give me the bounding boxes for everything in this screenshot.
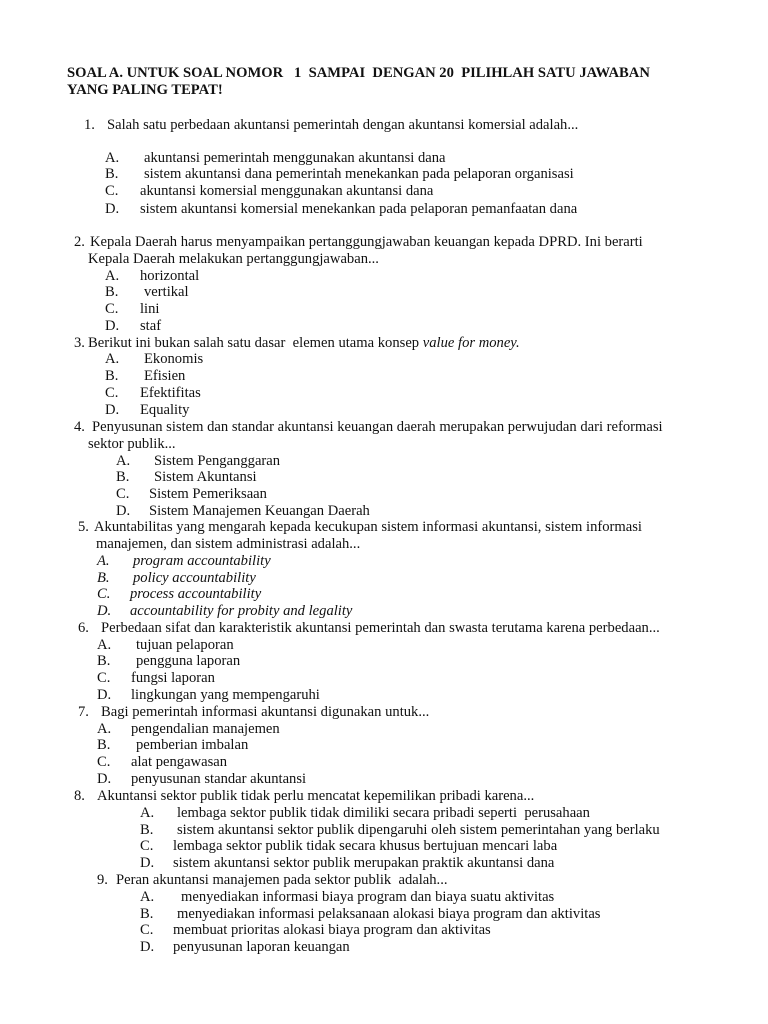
option-letter: A.	[97, 553, 110, 569]
option-text: Efektifitas	[140, 385, 201, 401]
option-letter: D.	[97, 603, 112, 619]
option-letter: D.	[140, 939, 155, 955]
question-number: 5.	[78, 519, 89, 535]
question-text-plain: Berikut ini bukan salah satu dasar elemen utama konsep	[88, 335, 420, 351]
option-letter: B.	[105, 284, 119, 300]
option-text: staf	[140, 318, 162, 334]
option-letter: C.	[105, 385, 119, 401]
option-letter: B.	[97, 653, 111, 669]
option-letter: D.	[97, 771, 112, 787]
option-letter: C.	[116, 486, 130, 502]
question-number: 6.	[78, 620, 89, 636]
option-letter: A.	[140, 889, 155, 905]
question-text: Peran akuntansi manajemen pada sektor publik adalah...	[116, 872, 448, 888]
option-text: alat pengawasan	[131, 754, 228, 770]
question-number: 9.	[97, 872, 108, 888]
question-text-italic: value for money.	[422, 335, 520, 351]
option-letter: D.	[105, 201, 120, 217]
option-text: menyediakan informasi pelaksanaan alokasi biaya program dan aktivitas	[177, 906, 601, 922]
option-text: akuntansi komersial menggunakan akuntansi dana	[140, 183, 434, 199]
question-text: Bagi pemerintah informasi akuntansi digunakan untuk...	[101, 704, 430, 720]
option-letter: D.	[140, 855, 155, 871]
option-text: fungsi laporan	[131, 670, 215, 686]
section-title: SOAL A. UNTUK SOAL NOMOR 1 SAMPAI DENGAN 20 PILIHLAH SATU JAWABAN YANG PALING TEPAT!	[67, 65, 650, 98]
option-text: pengendalian manajemen	[131, 721, 280, 737]
option-letter: B.	[105, 368, 119, 384]
option-text: lini	[140, 301, 160, 317]
option-letter: C.	[140, 922, 154, 938]
question-text: Perbedaan sifat dan karakteristik akuntansi pemerintah dan swasta terutama karena perbedaan...	[101, 620, 660, 636]
option-text: policy accountability	[133, 570, 256, 586]
option-text: Sistem Penganggaran	[154, 453, 281, 469]
option-text: pengguna laporan	[136, 653, 241, 669]
option-letter: C.	[140, 838, 154, 854]
option-text: membuat prioritas alokasi biaya program dan aktivitas	[173, 922, 491, 938]
option-text: Efisien	[144, 368, 186, 384]
question-text: Kepala Daerah harus menyampaikan pertanggungjawaban keuangan kepada DPRD. Ini berarti	[90, 234, 643, 250]
option-letter: B.	[105, 166, 119, 182]
option-text: horizontal	[140, 268, 200, 284]
option-letter: A.	[105, 268, 120, 284]
question-text-continued: manajemen, dan sistem administrasi adalah...	[96, 536, 361, 552]
option-text: accountability for probity and legality	[130, 603, 353, 619]
option-text: Sistem Akuntansi	[154, 469, 257, 485]
question-number: 7.	[78, 704, 89, 720]
question-number: 2.	[74, 234, 85, 250]
option-text: vertikal	[144, 284, 189, 300]
option-letter: D.	[105, 402, 120, 418]
option-letter: A.	[105, 351, 120, 367]
option-text: Ekonomis	[144, 351, 204, 367]
question-text	[88, 335, 520, 352]
option-text: penyusunan laporan keuangan	[173, 939, 350, 955]
option-letter: C.	[105, 183, 119, 199]
option-letter: C.	[105, 301, 119, 317]
option-letter: A.	[97, 637, 112, 653]
option-text: menyediakan informasi biaya program dan biaya suatu aktivitas	[181, 889, 555, 905]
option-text: lingkungan yang mempengaruhi	[131, 687, 320, 703]
option-letter: B.	[116, 469, 130, 485]
option-letter: A.	[105, 150, 120, 166]
option-letter: A.	[116, 453, 131, 469]
option-text: program accountability	[133, 553, 271, 569]
option-text: Sistem Pemeriksaan	[149, 486, 267, 502]
option-letter: B.	[97, 570, 110, 586]
question-number: 3.	[74, 335, 85, 351]
option-text: Equality	[140, 402, 190, 418]
option-letter: B.	[140, 906, 154, 922]
option-text: lembaga sektor publik tidak secara khusus bertujuan mencari laba	[173, 838, 558, 854]
question-text: Salah satu perbedaan akuntansi pemerintah dengan akuntansi komersial adalah...	[107, 117, 579, 133]
question-number: 1.	[84, 117, 95, 133]
option-text: sistem akuntansi dana pemerintah menekankan pada pelaporan organisasi	[144, 166, 574, 182]
question-text: Akuntabilitas yang mengarah kepada kecukupan sistem informasi akuntansi, sistem informasi	[94, 519, 642, 535]
option-letter: C.	[97, 754, 111, 770]
option-text: lembaga sektor publik tidak dimiliki secara pribadi seperti perusahaan	[177, 805, 590, 821]
option-letter: D.	[105, 318, 120, 334]
option-text: akuntansi pemerintah menggunakan akuntansi dana	[144, 150, 446, 166]
question-text-continued: Kepala Daerah melakukan pertanggungjawaban...	[88, 251, 379, 267]
question-number: 4.	[74, 419, 85, 435]
question-text: Penyusunan sistem dan standar akuntansi keuangan daerah merupakan perwujudan dari reformasi	[92, 419, 663, 435]
option-text: sistem akuntansi komersial menekankan pada pelaporan pemanfaatan dana	[140, 201, 578, 217]
option-letter: D.	[97, 687, 112, 703]
option-letter: C.	[97, 670, 111, 686]
question-number: 8.	[74, 788, 85, 804]
question-text-continued: sektor publik...	[88, 436, 176, 452]
option-text: sistem akuntansi sektor publik dipengaruhi oleh sistem pemerintahan yang berlaku	[177, 822, 660, 838]
option-letter: A.	[140, 805, 155, 821]
option-text: penyusunan standar akuntansi	[131, 771, 307, 787]
option-text: Sistem Manajemen Keuangan Daerah	[149, 503, 370, 519]
option-letter: B.	[97, 737, 111, 753]
option-letter: C.	[97, 586, 111, 602]
option-text: process accountability	[130, 586, 262, 602]
question-text: Akuntansi sektor publik tidak perlu mencatat kepemilikan pribadi karena...	[97, 788, 535, 804]
option-text: pemberian imbalan	[136, 737, 249, 753]
option-letter: A.	[97, 721, 112, 737]
option-text: tujuan pelaporan	[136, 637, 234, 653]
option-text: sistem akuntansi sektor publik merupakan praktik akuntansi dana	[173, 855, 555, 871]
option-letter: B.	[140, 822, 154, 838]
option-letter: D.	[116, 503, 131, 519]
